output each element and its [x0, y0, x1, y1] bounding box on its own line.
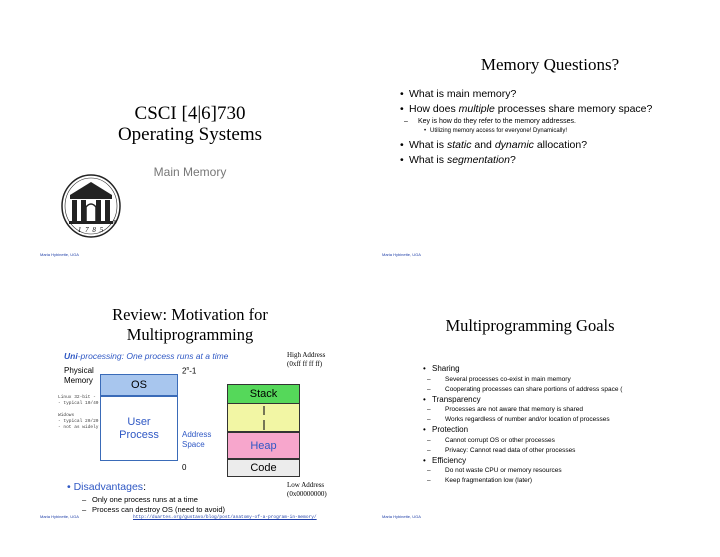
disadvantage-destroy-os: – Process can destroy OS (need to avoid)	[78, 505, 225, 515]
reference-url-link[interactable]: http://duartes.org/gustavo/blog/post/anatomy-of-a-program-in-memory/	[133, 515, 317, 520]
goal-transparency: • Transparency	[423, 395, 720, 406]
logo-year: 1 7 8 5	[77, 226, 105, 234]
bullet-segmentation: • What is segmentation?	[400, 154, 678, 167]
top-address-label: 2$^n$-1	[182, 366, 197, 376]
logo-registered-mark: ®	[113, 220, 117, 226]
bullet-static-dynamic: • What is static and dynamic allocation?	[400, 139, 678, 152]
subsub-bullet-dynamic: • Utilizing memory access for everyone! Dynamically!	[424, 128, 568, 134]
slide-2-bullets	[400, 88, 678, 167]
course-code: CSCI [4|6]730	[134, 103, 246, 124]
slide-1	[0, 0, 360, 278]
free-space-segment	[227, 404, 300, 432]
slide-2	[360, 0, 720, 278]
slide-4-footer: Maria Hybinette, UGA	[382, 514, 421, 519]
disadvantages-heading: • Disadvantages:	[67, 481, 146, 493]
protection-point-1: – Cannot corrupt OS or other processes	[423, 436, 720, 446]
sharing-point-2: – Cooperating processes can share portions of address space (	[423, 385, 720, 395]
bullet-main-memory: • What is main memory?	[400, 88, 678, 101]
slide-2-title: Memory Questions?	[480, 55, 620, 74]
transparency-point-2: – Works regardless of number and/or location of processes	[423, 415, 720, 425]
slide-4-bullets	[423, 364, 720, 486]
sub-bullet-addresses: – Key is how do they refer to the memory addresses.	[400, 117, 678, 127]
growth-arrows-icon	[228, 404, 301, 432]
physical-os-block: OS	[100, 374, 178, 396]
slide-3	[0, 278, 360, 556]
code-segment: Code	[227, 459, 300, 477]
stack-segment: Stack	[227, 384, 300, 404]
protection-point-2: – Privacy: Cannot read data of other processes	[423, 446, 720, 456]
slide-2-footer: Maria Hybinette, UGA	[382, 252, 421, 257]
slide-4-title: Multiprogramming Goals	[445, 316, 615, 335]
slide-4	[360, 278, 720, 556]
slide-3-footer: Maria Hybinette, UGA	[40, 514, 79, 519]
efficiency-point-2: – Keep fragmentation low (later)	[423, 476, 720, 486]
sharing-point-1: – Several processes co-exist in main memory	[423, 375, 720, 385]
disadvantages-list	[78, 495, 225, 515]
zero-address-label: 0	[182, 463, 187, 472]
high-address-label: High Address (0xff ff ff ff)	[287, 351, 326, 368]
slide-3-title: Review: Motivation for Multiprogramming	[112, 305, 268, 344]
goal-sharing: • Sharing	[423, 364, 720, 375]
transparency-point-1: – Processes are not aware that memory is shared	[423, 405, 720, 415]
slide-1-title	[80, 103, 300, 145]
efficiency-point-1: – Do not waste CPU or memory resources	[423, 466, 720, 476]
physical-user-process-block: User Process	[100, 396, 178, 461]
slide-1-footer: Maria Hybinette, UGA	[40, 252, 79, 257]
low-address-label: Low Address (0x00000000)	[287, 481, 327, 498]
disadvantage-one-process: – Only one process runs at a time	[78, 495, 225, 505]
goal-efficiency: • Efficiency	[423, 456, 720, 467]
physical-memory-label: Physical Memory	[64, 366, 94, 385]
uga-arch-logo	[60, 173, 122, 239]
slide-1-subtitle: Main Memory	[153, 165, 227, 179]
goal-protection: • Protection	[423, 425, 720, 436]
uni-processing-caption: Uni-processing: One process runs at a time	[64, 351, 229, 361]
address-space-label: Address Space	[182, 430, 212, 449]
heap-segment: Heap	[227, 432, 300, 459]
os-note: Linux 32-bit - - typical 10/40 Widows - typical 20/20 - not as widely	[58, 395, 99, 430]
course-name: Operating Systems	[117, 124, 263, 145]
bullet-share-memory: • How does multiple processes share memory space?	[400, 103, 678, 116]
